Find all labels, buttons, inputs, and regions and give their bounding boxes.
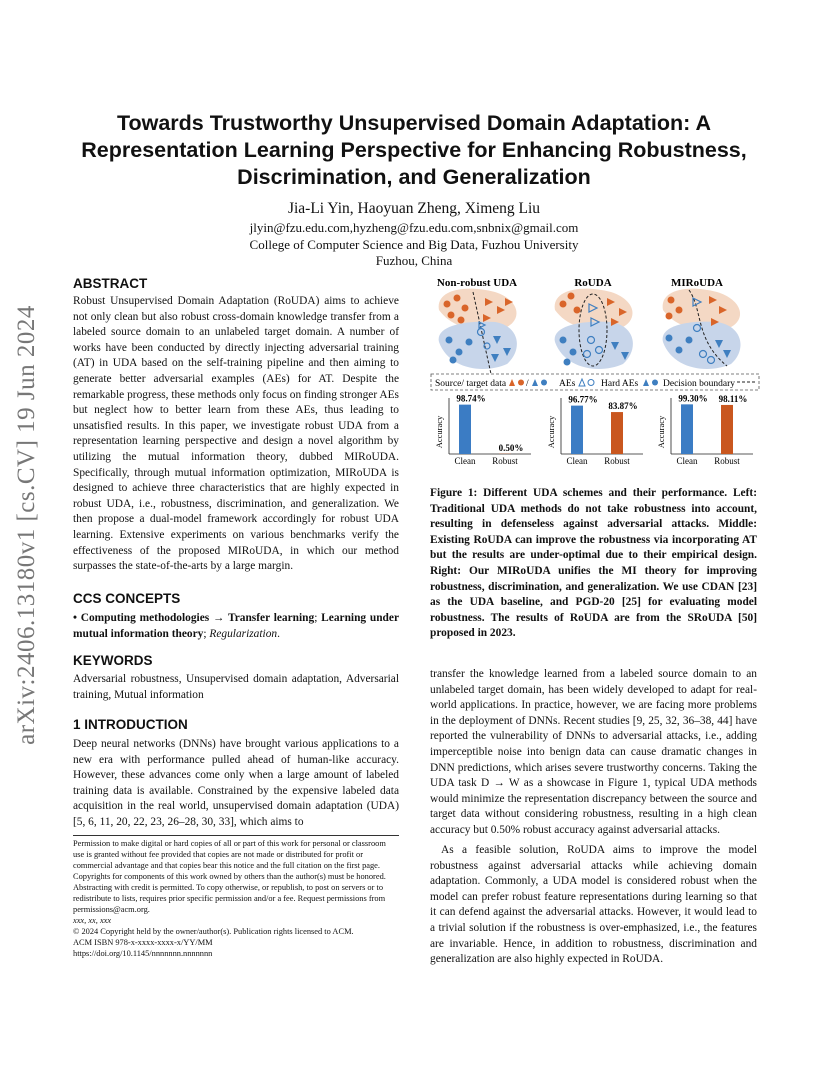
footnote-isbn: ACM ISBN 978-x-xxxx-xxxx-x/YY/MM	[73, 938, 213, 947]
ccs-arrow: →	[209, 612, 228, 624]
keywords-text: Adversarial robustness, Unsupervised domain adaptation, Adversarial training, Mutual information	[73, 673, 399, 701]
paper-title: Towards Trustworthy Unsupervised Domain Adaptation: A Representation Learning Perspective for Enhancing Robustness, Discrimination, and Generalization	[81, 111, 747, 189]
intro-heading: 1 INTRODUCTION	[73, 717, 188, 732]
chart-0-tick-1: Robust	[492, 456, 518, 466]
ccs-term-2: Learning under mutual information theory	[73, 612, 399, 640]
intro-text-right-2: As a feasible solution, RoUDA aims to improve the model robustness against adversarial attacks while achieving domain adaptation. Commonly, a UDA model is considered robust when the model can prefer robust feature representations during learning so that it can defend against the adversarial attacks. However, it would lead to a trivial solution if the robustness is over-emphasized, i.e., the features are invariable. Hence, in addition to robustness, discrimination and generalization are also highly expected in RoUDA.	[430, 844, 757, 966]
legend-boundary: Decision boundary	[663, 379, 736, 389]
chart-1-value-label-1: 83.87%	[608, 401, 638, 412]
legend-hard-aes: Hard AEs	[601, 379, 639, 389]
chart-2-value-label-0: 99.30%	[678, 393, 708, 404]
chart-1-ylabel: Accuracy	[546, 415, 556, 449]
svg-text:/: /	[526, 379, 529, 389]
chart-0-tick-0: Clean	[454, 456, 476, 466]
ccs-bullet: • Computing methodologies	[73, 612, 210, 624]
chart-2-bar-1	[721, 405, 733, 454]
chart-2-value-label-1: 98.11%	[718, 393, 748, 404]
chart-1-tick-1: Robust	[604, 456, 630, 466]
footnote-rule	[73, 835, 399, 836]
legend-source-target: Source/ target data	[435, 379, 507, 389]
chart-0	[434, 394, 531, 466]
panel-title-rouda: RoUDA	[574, 277, 612, 289]
chart-1-tick-0: Clean	[566, 456, 588, 466]
figure-caption: Figure 1: Different UDA schemes and their performance. Left: Traditional UDA methods do not take robustness into account, resulting in defenseless against adversarial attacks. Middle: Existing RoUDA can improve the robustness via incorporating AT but the results are under-optimal due to their empirical design. Right: Our MIRoUDA unifies the MI theory for improving robustness, discrimination, and generalization. We use CDAN [23] as the UDA baseline, and PGD-20 [25] for evaluating model robustness. The results of RoUDA are from the SRoUDA [50] proposed in 2023.	[430, 487, 757, 640]
chart-1	[546, 395, 643, 466]
ccs-text	[73, 611, 399, 642]
legend-aes-icons	[579, 379, 594, 386]
footnote-copyright: © 2024 Copyright held by the owner/author(s). Publication rights licensed to ACM.	[73, 927, 354, 936]
bar-charts	[434, 393, 753, 466]
panel-title-non-robust: Non-robust UDA	[436, 277, 518, 289]
chart-2-ylabel: Accuracy	[656, 415, 666, 449]
figure-1	[425, 270, 765, 475]
chart-0-bar-0	[459, 405, 471, 454]
footnote	[73, 838, 399, 959]
footnote-permission: Permission to make digital or hard copies of all or part of this work for personal or classroom use is granted without fee provided that copies are not made or distributed for profit or commercial advantage and that copies bear this notice and the full citation on the first page. Copyrights for components of this work owned by others than the author(s) must be honored. Abstracting with credit is permitted. To copy otherwise, or republish, to post on servers or to redistribute to lists, requires prior specific permission and/or a fee. Request permissions from permissions@acm.org.	[73, 839, 386, 914]
arxiv-stamp	[8, 290, 46, 760]
legend-source-target-icons	[509, 379, 547, 389]
chart-1-bar-0	[571, 406, 583, 454]
legend-hard-aes-icons	[643, 379, 658, 386]
arxiv-stamp-text: arXiv:2406.13180v1 [cs.CV] 19 Jun 2024	[13, 305, 40, 745]
intro-text-left: Deep neural networks (DNNs) have brought various applications to a new era with performance pulled ahead of human-like accuracy. However, these advances come only when a large amount of labeled training data is available. Constrained by the expensive labeled data acquisition in the real world, unsupervised domain adaptation (UDA) [5, 6, 11, 20, 22, 23, 26–28, 30, 33], which aims to	[73, 738, 399, 828]
city: Fuzhou, China	[375, 253, 453, 268]
keywords-heading: KEYWORDS	[73, 653, 153, 668]
panel-non-robust	[439, 289, 517, 374]
panel-mirouda	[663, 289, 741, 369]
chart-2-tick-1: Robust	[714, 456, 740, 466]
panel-title-mirouda: MIRoUDA	[671, 277, 723, 289]
affiliation: College of Computer Science and Big Data, Fuzhou University	[249, 237, 579, 252]
footnote-doi: https://doi.org/10.1145/nnnnnnn.nnnnnnn	[73, 949, 213, 958]
legend-aes: AEs	[559, 379, 576, 389]
footnote-conf: xxx, xx, xxx	[73, 916, 112, 925]
chart-1-bar-1	[611, 412, 623, 454]
abstract-heading: ABSTRACT	[73, 276, 148, 291]
chart-0-value-label-0: 98.74%	[456, 393, 486, 404]
ccs-sep-2: ;	[203, 627, 210, 640]
ccs-term-1: Transfer learning	[227, 612, 315, 624]
emails: jlyin@fzu.edu.com,hyzheng@fzu.edu.com,snbnix@gmail.com	[249, 220, 579, 235]
chart-2	[656, 393, 753, 466]
ccs-term-3: Regularization	[209, 627, 278, 640]
chart-2-tick-0: Clean	[676, 456, 698, 466]
ccs-sep-1: ;	[314, 612, 322, 624]
chart-2-bar-0	[681, 404, 693, 454]
ccs-end: .	[277, 627, 280, 640]
abstract-text: Robust Unsupervised Domain Adaptation (RoUDA) aims to achieve not only clean but also robust cross-domain knowledge transfer from a labeled source domain to an unlabeled target domain. A number of works have been conducted by directly injecting adversarial training (AT) in UDA based on the self-training pipeline and then aiming to generate better adversarial examples (AEs) for AT. Despite the remarkable progress, these methods only focus on finding stronger AEs but neglect how to better learn from these AEs, thus leading to unsatisfied results. In this paper, we investigate robust UDA from a representation learning perspective and design a novel algorithm by utilizing the mutual information theory, dubbed MIRoUDA. Specifically, through mutual information optimization, MIRoUDA is designed to achieve three characteristics that are highly expected in robust UDA, i.e., robustness, discrimination, and generalization. We then propose a dual-model framework accordingly for robust UDA learning. Extensive experiments on various benchmarks verify the effectiveness of the proposed MIRoUDA, in which our method surpasses the state-of-the-arts by a large margin.	[73, 295, 399, 573]
panel-rouda	[555, 289, 633, 369]
ccs-heading: CCS CONCEPTS	[73, 591, 181, 606]
chart-1-value-label-0: 96.77%	[568, 394, 598, 405]
authors: Jia-Li Yin, Haoyuan Zheng, Ximeng Liu	[287, 200, 541, 217]
chart-0-value-label-1: 0.50%	[498, 442, 524, 453]
chart-0-ylabel: Accuracy	[434, 415, 444, 449]
intro-text-right-1: transfer the knowledge learned from a labeled source domain to an unlabeled target domain, has been widely developed to adapt for real-world applications. In practice, however, we are facing more problems in the deployment of DNNs. Recent studies [9, 25, 32, 36–38, 44] have reported the vulnerability of DNNs to adversarial attacks, i.e., adding imperceptible noise into benign data can cause dramatic changes in DNN predictions, which arises severe trustworthy concerns. Taking the UDA task D → W as a showcase in Figure 1, typical UDA methods would minimize the representation discrepancy between the source and target data without considering robustness, resulting in a high clean accuracy but 0.50% robust accuracy against adversarial attacks.	[430, 668, 757, 836]
